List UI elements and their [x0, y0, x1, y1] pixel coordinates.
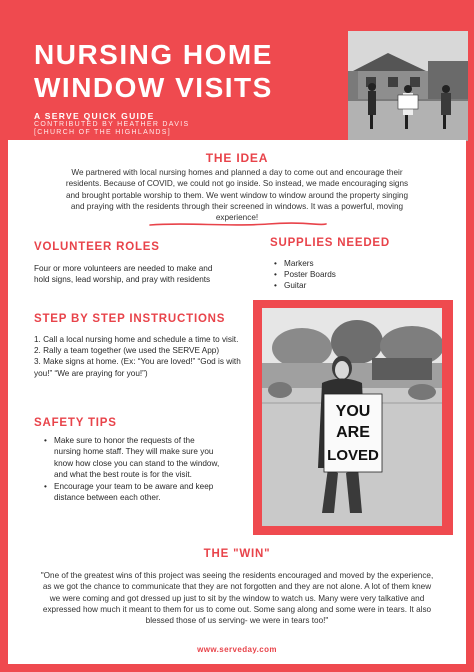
volunteer-photo-image — [262, 308, 442, 526]
supply-item: • Poster Boards — [274, 269, 336, 280]
decorative-underline — [148, 221, 328, 229]
header-photo — [348, 31, 468, 141]
volunteer-roles-text: Four or more volunteers are needed to make and hold signs, lead worship, and pray with residents — [34, 264, 213, 285]
step-item: 2. Rally a team together (we used the SERVE App) — [34, 346, 220, 356]
header-photo-image — [348, 31, 468, 141]
safety-tip: • Encourage your team to be aware and keep distance between each other. — [44, 481, 222, 504]
safety-tips-heading: SAFETY TIPS — [34, 417, 117, 429]
volunteer-roles-heading: VOLUNTEER ROLES — [34, 241, 160, 253]
steps-list — [34, 334, 259, 379]
idea-heading: THE IDEA — [205, 151, 269, 165]
guide-subtitle: A SERVE QUICK GUIDE — [34, 111, 155, 121]
step-item: 1. Call a local nursing home and schedule a time to visit. — [34, 335, 239, 344]
website-link[interactable]: www.serveday.com — [197, 645, 277, 654]
steps-heading: STEP BY STEP INSTRUCTIONS — [34, 313, 226, 325]
safety-tip: • Make sure to honor the requests of the nursing home staff. They will make sure you know how close you can stand to the window, and what the best route is for the visit. — [44, 435, 222, 480]
step-item: 3. Make signs at home. (Ex: “You are loved!” “God is with you!” “We are praying for you!”) — [34, 357, 241, 378]
contributor-church: [CHURCH OF THE HIGHLANDS] — [34, 129, 171, 136]
title-line-1: NURSING HOME — [34, 39, 273, 70]
win-heading: THE "WIN" — [203, 548, 271, 560]
content-page — [8, 140, 466, 664]
contributor-credit — [34, 121, 189, 137]
title-line-2: WINDOW VISITS — [34, 72, 273, 103]
sign-text-you: YOU — [335, 403, 371, 420]
supplies-list — [274, 258, 336, 292]
supply-item: • Markers — [274, 258, 336, 269]
contributor-name: CONTRIBUTED BY HEATHER DAVIS — [34, 121, 190, 128]
supply-item: • Guitar — [274, 280, 336, 291]
safety-tips-list — [44, 435, 222, 504]
page-title — [34, 38, 273, 104]
supplies-heading: SUPPLIES NEEDED — [270, 237, 390, 249]
sign-text-are: ARE — [336, 424, 370, 441]
volunteer-photo — [262, 308, 442, 526]
win-text: "One of the greatest wins of this project was seeing the residents encouraged and moved by the experience, as we got the chance to communicate that they are not forgotten and they are not alone. A lot of them knew we were coming and got dressed up just to sit by the window to watch us. Many were very talkative and expressed how much it meant to them for us to come out. Some sang along and some were in tears. It also blessed those of us serving- we were in tears too!" — [40, 571, 434, 626]
sign-text-loved: LOVED — [327, 447, 379, 464]
idea-text: We partnered with local nursing homes and planned a day to come out and encourage their residents. Because of COVID, we could not go inside. So instead, we made encouraging signs and brought portable worship to them. We went window to window around the property singing and praying with the residents through their screened in windows. It was a powerful, moving experience! — [65, 168, 409, 223]
